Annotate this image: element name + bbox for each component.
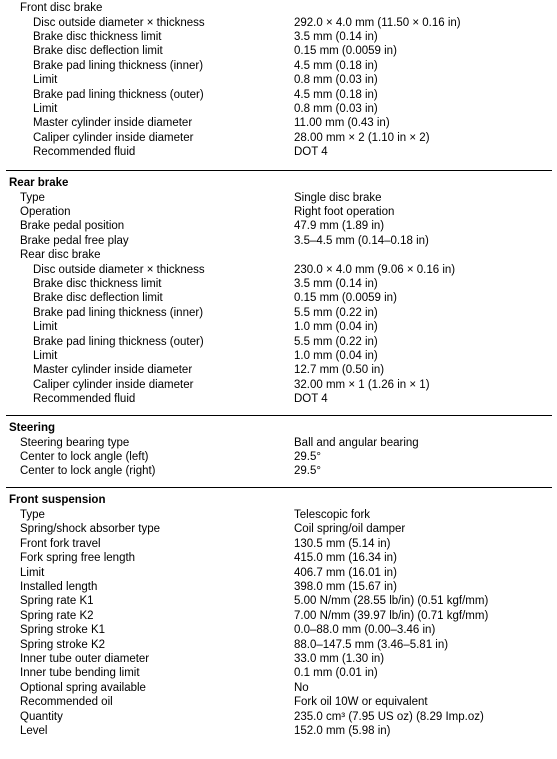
spec-label: Inner tube outer diameter <box>20 653 150 665</box>
spec-value: 32.00 mm × 1 (1.26 in × 1) <box>294 378 430 391</box>
spec-row <box>0 30 557 44</box>
spec-row <box>0 695 557 709</box>
spec-label: Limit <box>33 102 58 115</box>
spec-row <box>0 378 557 392</box>
spec-label: Brake disc deflection limit <box>33 45 163 58</box>
spec-row <box>0 566 557 580</box>
spec-value: Right foot operation <box>294 205 395 218</box>
spec-value: 1.0 mm (0.04 in) <box>294 321 378 334</box>
section-heading: Steering <box>9 422 56 434</box>
spec-row <box>0 652 557 666</box>
section-divider <box>6 170 552 171</box>
spec-value: 12.7 mm (0.50 in) <box>294 364 385 377</box>
spec-label: Brake pad lining thickness (outer) <box>33 88 204 101</box>
spec-row <box>0 724 557 738</box>
spec-label: Caliper cylinder inside diameter <box>33 131 194 144</box>
spec-label: Inner tube bending limit <box>20 667 140 680</box>
spec-value: Single disc brake <box>294 191 382 204</box>
spec-value: 28.00 mm × 2 (1.10 in × 2) <box>294 131 430 144</box>
spec-row <box>0 291 557 305</box>
spec-label: Steering bearing type <box>20 436 130 449</box>
spec-row <box>0 116 557 130</box>
subsection-title: Rear disc brake <box>20 249 101 261</box>
spec-value: 0.15 mm (0.0059 in) <box>294 45 397 58</box>
spec-row <box>0 580 557 594</box>
spec-label: Quantity <box>20 710 63 723</box>
spec-label: Limit <box>33 321 58 334</box>
spec-row <box>0 508 557 522</box>
spec-label: Brake disc deflection limit <box>33 292 163 305</box>
spec-row <box>0 666 557 680</box>
spec-value: Coil spring/oil damper <box>294 523 406 536</box>
spec-label: Caliper cylinder inside diameter <box>33 378 194 391</box>
spec-value: 230.0 × 4.0 mm (9.06 × 0.16 in) <box>294 263 456 276</box>
spec-label: Spring rate K1 <box>20 595 94 608</box>
spec-row <box>0 609 557 623</box>
spec-row <box>0 59 557 73</box>
spec-value: 0.8 mm (0.03 in) <box>294 102 378 115</box>
spec-label: Installed length <box>20 581 98 593</box>
spec-label: Limit <box>20 566 45 579</box>
spec-value: 5.5 mm (0.22 in) <box>294 335 378 348</box>
spec-value: 0.15 mm (0.0059 in) <box>294 292 397 305</box>
spec-label: Brake pad lining thickness (inner) <box>33 306 204 319</box>
spec-label: Operation <box>20 205 71 218</box>
spec-row <box>0 464 557 478</box>
subsection-title-row <box>0 248 557 262</box>
spec-value: 4.5 mm (0.18 in) <box>294 88 378 101</box>
spec-value: 415.0 mm (16.34 in) <box>294 552 397 565</box>
spec-label: Spring rate K2 <box>20 609 94 622</box>
spec-label: Type <box>20 509 45 521</box>
spec-label: Optional spring available <box>20 681 146 694</box>
spec-row <box>0 263 557 277</box>
spec-row <box>0 102 557 116</box>
spec-row <box>0 450 557 464</box>
spec-value: 11.00 mm (0.43 in) <box>294 117 390 130</box>
spec-row <box>0 436 557 450</box>
spec-label: Brake pedal free play <box>20 234 129 247</box>
spec-label: Front fork travel <box>20 537 101 550</box>
spec-value: Fork oil 10W or equivalent <box>294 696 428 709</box>
spec-value: 235.0 cm³ (7.95 US oz) (8.29 Imp.oz) <box>294 710 484 723</box>
spec-row <box>0 623 557 637</box>
spec-value: 5.00 N/mm (28.55 lb/in) (0.51 kgf/mm) <box>294 595 489 608</box>
spec-row <box>0 537 557 551</box>
spec-row <box>0 88 557 102</box>
spec-value: 29.5° <box>294 450 321 463</box>
spec-value: 33.0 mm (1.30 in) <box>294 653 385 665</box>
spec-label: Brake pad lining thickness (inner) <box>33 59 204 72</box>
spec-row <box>0 349 557 363</box>
spec-value: 130.5 mm (5.14 in) <box>294 537 391 550</box>
spec-label: Spring stroke K2 <box>20 638 106 651</box>
spec-row <box>0 638 557 652</box>
spec-label: Spring/shock absorber type <box>20 523 160 536</box>
spec-row <box>0 234 557 248</box>
spec-value: Telescopic fork <box>294 509 371 521</box>
spec-label: Level <box>20 725 48 737</box>
spec-label: Limit <box>33 349 58 362</box>
spec-label: Disc outside diameter × thickness <box>33 16 205 29</box>
spec-value: 0.8 mm (0.03 in) <box>294 74 378 87</box>
spec-value: 5.5 mm (0.22 in) <box>294 306 378 319</box>
subsection-title: Front disc brake <box>20 2 103 14</box>
section-heading: Front suspension <box>9 494 106 506</box>
spec-value: No <box>294 681 309 694</box>
spec-value: 47.9 mm (1.89 in) <box>294 220 385 233</box>
spec-value: 7.00 N/mm (39.97 lb/in) (0.71 kgf/mm) <box>294 609 489 622</box>
spec-label: Disc outside diameter × thickness <box>33 263 205 276</box>
spec-row <box>0 551 557 565</box>
spec-row <box>0 363 557 377</box>
spec-row <box>0 44 557 58</box>
spec-row <box>0 681 557 695</box>
spec-label: Recommended fluid <box>33 393 136 406</box>
spec-label: Brake pad lining thickness (outer) <box>33 335 204 348</box>
spec-value: DOT 4 <box>294 146 328 159</box>
spec-label: Center to lock angle (left) <box>20 450 149 463</box>
spec-row <box>0 73 557 87</box>
spec-row <box>0 145 557 159</box>
spec-value: 398.0 mm (15.67 in) <box>294 581 397 593</box>
spec-row <box>0 392 557 406</box>
spec-label: Type <box>20 191 45 204</box>
spec-row <box>0 710 557 724</box>
spec-row <box>0 306 557 320</box>
spec-row <box>0 320 557 334</box>
spec-label: Spring stroke K1 <box>20 624 106 637</box>
spec-row <box>0 594 557 608</box>
spec-row <box>0 277 557 291</box>
section-divider <box>6 487 552 488</box>
spec-value: 4.5 mm (0.18 in) <box>294 59 378 72</box>
spec-label: Limit <box>33 74 58 87</box>
spec-row <box>0 219 557 233</box>
spec-value: 88.0–147.5 mm (3.46–5.81 in) <box>294 638 449 651</box>
spec-value: 3.5 mm (0.14 in) <box>294 277 378 290</box>
spec-label: Brake pedal position <box>20 220 125 233</box>
spec-label: Center to lock angle (right) <box>20 465 156 478</box>
spec-label: Fork spring free length <box>20 552 136 565</box>
spec-value: 3.5 mm (0.14 in) <box>294 30 378 43</box>
section-heading: Rear brake <box>9 177 69 189</box>
spec-label: Recommended oil <box>20 696 113 709</box>
spec-label: Master cylinder inside diameter <box>33 117 193 130</box>
spec-row <box>0 191 557 205</box>
spec-row <box>0 131 557 145</box>
spec-row <box>0 205 557 219</box>
spec-label: Recommended fluid <box>33 146 136 159</box>
spec-value: 152.0 mm (5.98 in) <box>294 725 391 737</box>
spec-label: Brake disc thickness limit <box>33 277 162 290</box>
spec-value: 292.0 × 4.0 mm (11.50 × 0.16 in) <box>294 16 461 29</box>
spec-value: 3.5–4.5 mm (0.14–0.18 in) <box>294 234 429 247</box>
spec-value: 1.0 mm (0.04 in) <box>294 349 378 362</box>
spec-value: 29.5° <box>294 465 321 478</box>
subsection-title-row <box>0 1 557 15</box>
spec-row <box>0 335 557 349</box>
spec-row <box>0 16 557 30</box>
spec-row <box>0 522 557 536</box>
spec-value: 0.1 mm (0.01 in) <box>294 667 378 680</box>
spec-label: Master cylinder inside diameter <box>33 364 193 377</box>
spec-value: Ball and angular bearing <box>294 436 419 449</box>
spec-value: 0.0–88.0 mm (0.00–3.46 in) <box>294 624 436 637</box>
spec-value: 406.7 mm (16.01 in) <box>294 566 397 579</box>
section-divider <box>6 415 552 416</box>
spec-value: DOT 4 <box>294 393 328 406</box>
spec-label: Brake disc thickness limit <box>33 30 162 43</box>
